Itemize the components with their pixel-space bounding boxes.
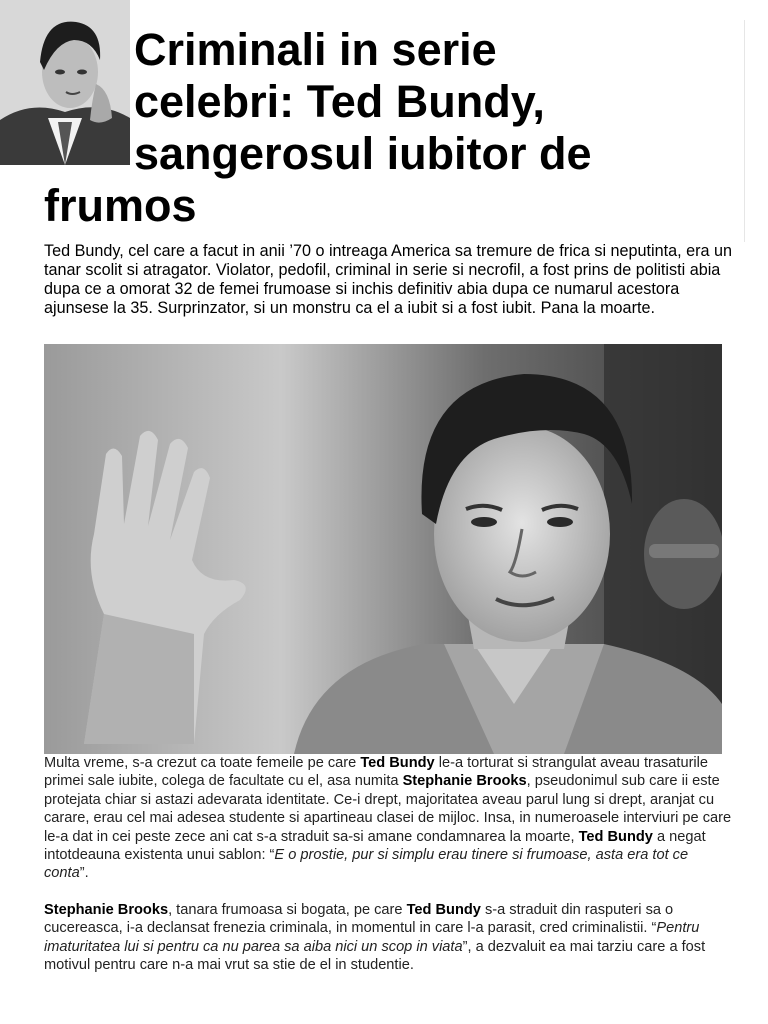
- paragraph-text: s-a straduit din rasputeri sa o cucereasca, i-a declansat frenezia criminala, in momentul in care l-a parasit, cred criminalistii. “: [44, 901, 674, 937]
- body-paragraph-2: [44, 901, 734, 975]
- article-title: [0, 24, 744, 232]
- paragraph-text: , tanara frumoasa si bogata, pe care: [168, 901, 407, 918]
- title-line: Criminali in serie: [134, 24, 497, 75]
- name-highlight: Stephanie Brooks: [402, 773, 527, 790]
- main-photo: [44, 344, 722, 754]
- paragraph-text: , pseudonimul sub care ii este protejata chiar si astazi adevarata identitate. Ce-i drept, majoritatea aveau parul lung si drept, aranjat cu carare, erau cel mai adesea studente si apartineau clasei de mijloc. Insa, in numeroasele interviuri pe care le-a dat in cei peste zece ani cat s-a straduit sa-si amane condamnarea la moarte,: [44, 773, 732, 845]
- paragraph-text: ”.: [79, 865, 89, 882]
- quote-text: E o prostie, pur si simplu erau tinere si frumoase, asta era tot ce conta: [44, 847, 689, 882]
- paragraph-text: a negat intotdeauna existenta unui sablon: “: [44, 828, 706, 864]
- article-lead: Ted Bundy, cel care a facut in anii ’70 o intreaga America sa tremure de frica si neputinta, era un tanar scolit si atragator. Violator, pedofil, criminal in serie si necrofil, a fost prins de politisti abia dupa ce a omorat 32 de femei frumoase si inchis definitiv abia dupa ce numarul acestora ajunsese la 35. Surprinzator, si un monstru ca el a iubit si a fost iubit. Pana la moarte.: [44, 242, 733, 317]
- name-highlight: Ted Bundy: [406, 901, 481, 918]
- name-highlight: Ted Bundy: [578, 828, 653, 845]
- title-line: celebri: Ted Bundy,: [134, 76, 545, 127]
- paragraph-text: ”, a dezvaluit ea mai tarziu care a fost motivul pentru care n-a mai vrut sa stie de el in studentie.: [44, 938, 706, 974]
- body-paragraph-1: [44, 754, 734, 883]
- paragraph-text: Multa vreme, s-a crezut ca toate femeile pe care: [44, 755, 361, 771]
- page-edge-rule: [744, 20, 745, 242]
- quote-text: Pentru imaturitatea lui si pentru ca nu parea sa aiba nici un scop in viata: [44, 920, 700, 955]
- name-highlight: Stephanie Brooks: [44, 901, 169, 918]
- title-line: sangerosul iubitor de: [134, 128, 592, 179]
- title-line: frumos: [44, 180, 197, 231]
- name-highlight: Ted Bundy: [360, 755, 435, 771]
- paragraph-text: le-a torturat si strangulat aveau trasaturile primei sale iubite, colega de facultate cu el, asa numita: [44, 755, 709, 790]
- article-body: [44, 754, 734, 992]
